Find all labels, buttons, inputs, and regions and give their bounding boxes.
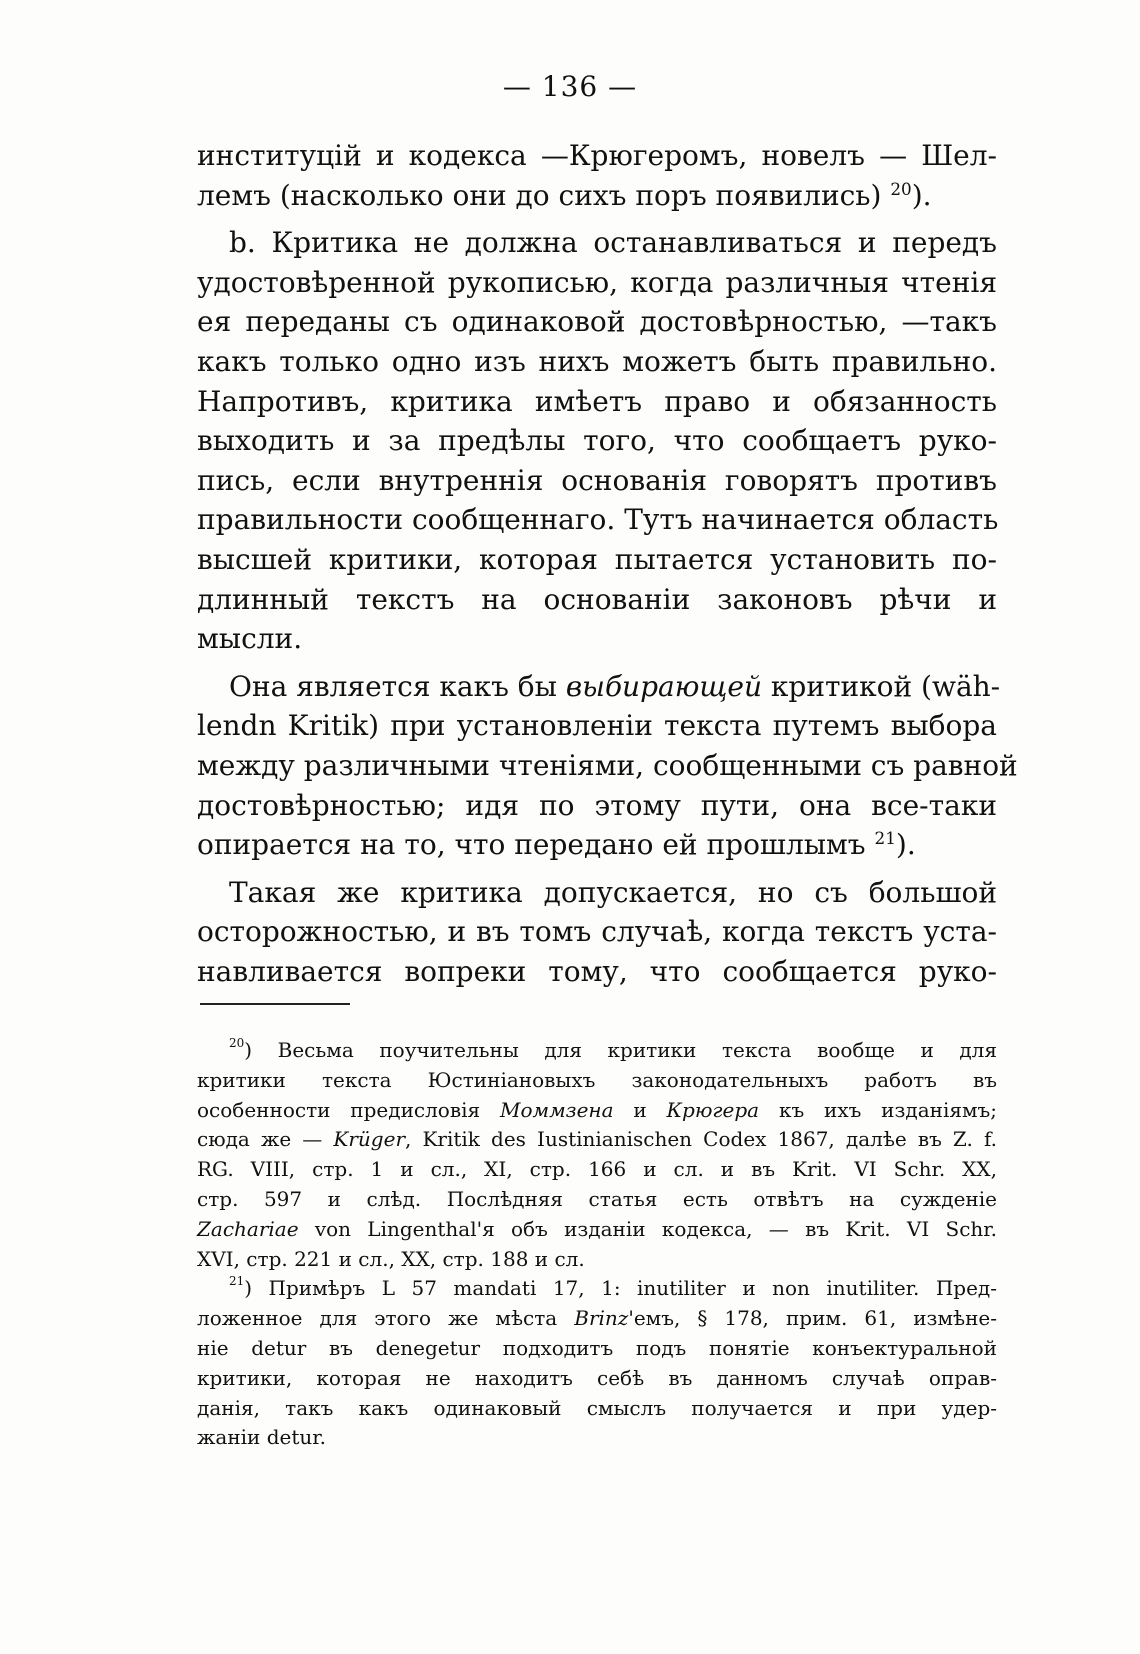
text-line: b. Критика не должна останавливаться и передъ bbox=[229, 226, 997, 260]
footnote-line: Zachariae von Lingenthal'я объ изданіи кодекса, — въ Krit. VI Schr. bbox=[197, 1216, 997, 1241]
footnote-line: сюда же — Krüger, Kritik des Iustinianischen Codex 1867, далѣе въ Z. f. bbox=[197, 1127, 997, 1152]
text-line: Она является какъ бы выбирающей критикой (wäh- bbox=[229, 669, 1001, 703]
text-line: мысли. bbox=[197, 622, 303, 656]
text-line: длинный текстъ на основаніи законовъ рѣчи и bbox=[197, 582, 997, 616]
footnote-line: данія, такъ какъ одинаковый смыслъ получается и при удер- bbox=[197, 1395, 997, 1420]
page-number: — 136 — bbox=[502, 70, 638, 103]
footnote-ref: 20 bbox=[890, 178, 912, 199]
text-line: достовѣрностью; идя по этому пути, она все-таки bbox=[197, 788, 997, 822]
text-line: между различными чтеніями, сообщенными съ равной bbox=[197, 748, 1018, 782]
text-line: ея переданы съ одинаковой достовѣрностью, —такъ bbox=[197, 305, 997, 339]
footnote-line: RG. VIII, стр. 1 и сл., XI, стр. 166 и сл. и въ Krit. VI Schr. XX, bbox=[197, 1157, 997, 1182]
footnote-line: критики, которая не находитъ себѣ въ данномъ случаѣ оправ- bbox=[197, 1365, 997, 1390]
footnote-mark: 21 bbox=[229, 1274, 245, 1289]
text-line: правильности сообщеннаго. Тутъ начинается область bbox=[197, 503, 999, 537]
text-line: высшей критики, которая пытается установить по- bbox=[197, 542, 997, 576]
text-line: навливается вопреки тому, что сообщается руко- bbox=[197, 954, 997, 988]
text-line: lendn Kritik) при установленіи текста путемъ выбора bbox=[197, 709, 997, 743]
text-line: опирается на то, что передано ей прошлымъ $^{21}$). bbox=[197, 828, 916, 862]
footnote-line: ложенное для этого же мѣста Brinz'емъ, § 178, прим. 61, измѣне- bbox=[197, 1306, 998, 1331]
footnote-line: стр. 597 и слѣд. Послѣдняя статья есть отвѣтъ на сужденіе bbox=[197, 1186, 997, 1211]
text-line: осторожностью, и въ томъ случаѣ, когда текстъ уста- bbox=[197, 915, 997, 949]
footnote-line: особенности предисловія Моммзена и Крюгера къ ихъ изданіямъ; bbox=[197, 1097, 998, 1122]
footnote-line: жаніи detur. bbox=[197, 1425, 327, 1450]
text-line: выходить и за предѣлы того, что сообщаетъ руко- bbox=[197, 424, 997, 458]
footnote-line: ніе detur въ denegetur подходитъ подъ понятіе конъектуральной bbox=[197, 1335, 997, 1360]
text-line: пись, если внутреннія основанія говорятъ противъ bbox=[197, 463, 997, 497]
footnote-mark: 20 bbox=[229, 1036, 245, 1050]
footnote-line: $^{21}$) Примѣръ L 57 mandati 17, 1: inutiliter и non inutiliter. Пред- bbox=[229, 1274, 997, 1301]
text-line: Такая же критика допускается, но съ большой bbox=[229, 875, 997, 909]
footnote-divider bbox=[200, 1003, 350, 1005]
text-line: какъ только одно изъ нихъ можетъ быть правильно. bbox=[197, 344, 997, 378]
footnote-line: XVI, стр. 221 и сл., XX, стр. 188 и сл. bbox=[197, 1246, 585, 1271]
footnote-line: $^{20}$) Весьма поучительны для критики текста вообще и для bbox=[229, 1036, 997, 1062]
text-line: лемъ (насколько они до сихъ поръ появились) $^{20}$). bbox=[197, 178, 932, 212]
text-line: удостовѣренной рукописью, когда различныя чтенія bbox=[197, 265, 997, 299]
footnote-ref: 21 bbox=[874, 828, 896, 849]
text-line: институцій и кодекса —Крюгеромъ, новелъ — Шел- bbox=[197, 139, 997, 172]
text-line: Напротивъ, критика имѣетъ право и обязанность bbox=[197, 384, 997, 418]
footnote-line: критики текста Юстиніановыхъ законодательныхъ работъ въ bbox=[197, 1067, 997, 1092]
footnotes bbox=[197, 1036, 997, 1453]
emphasis: выбирающей bbox=[565, 669, 762, 703]
main-text bbox=[197, 136, 1018, 991]
